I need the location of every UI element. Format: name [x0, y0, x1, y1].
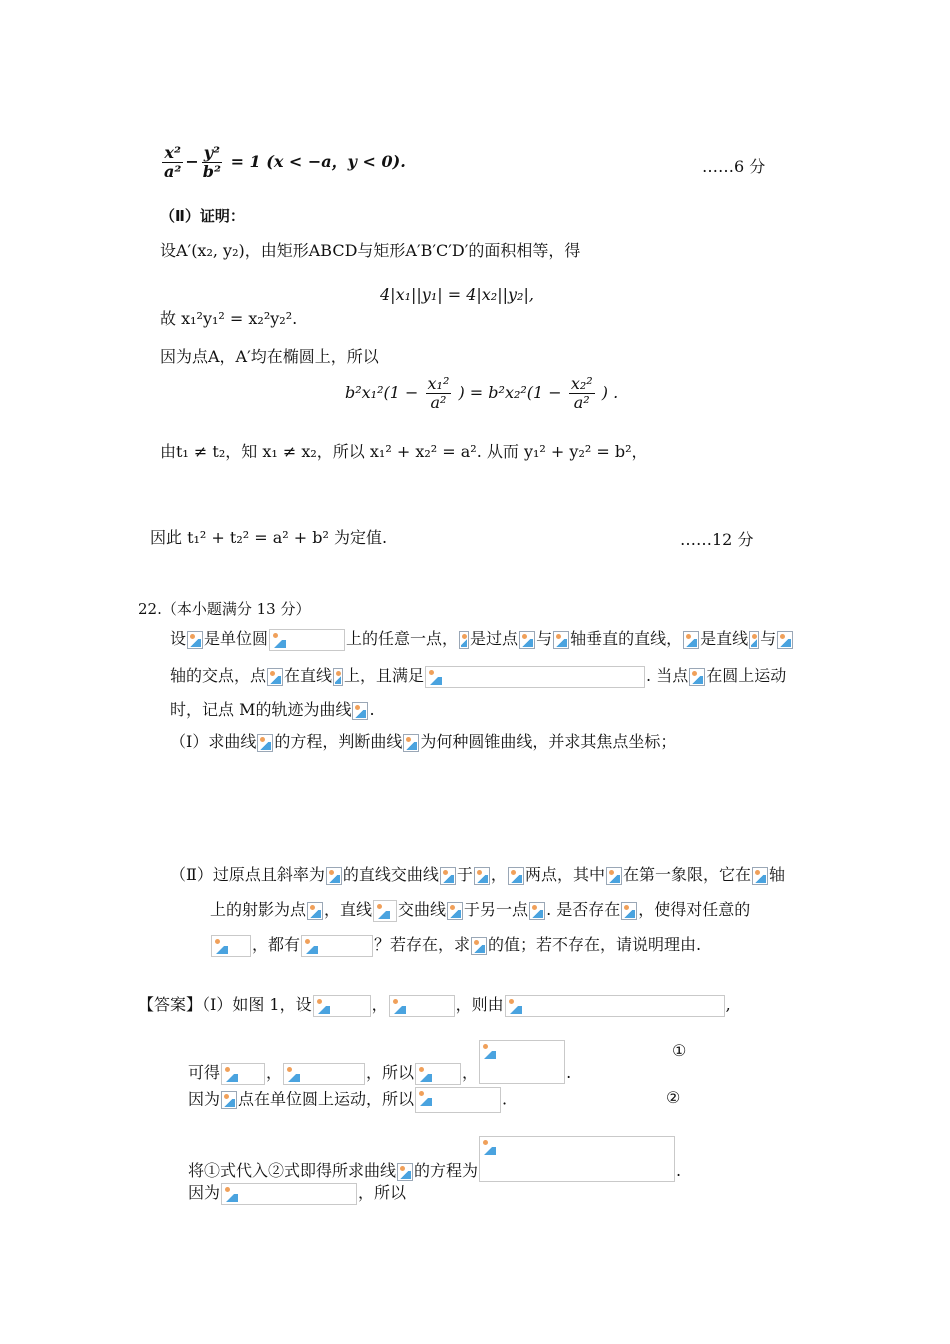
broken-image-icon — [749, 631, 759, 649]
broken-image-icon — [352, 702, 368, 720]
broken-image-icon — [213, 937, 229, 955]
line-therefore-gu: 故 x₁²y₁² = x₂²y₂². — [160, 309, 298, 328]
broken-image-icon — [333, 668, 343, 686]
broken-image-icon — [529, 902, 545, 920]
formula-image-box — [221, 1063, 265, 1085]
q22-ii-b: 的直线交曲线 — [342, 865, 439, 884]
q22-ii2-d: 于另一点 — [464, 900, 529, 919]
broken-image-icon — [391, 997, 407, 1015]
q22-ii-d: ， — [490, 865, 507, 884]
answer-line1 — [138, 994, 731, 1017]
broken-image-icon — [553, 631, 569, 649]
broken-image-icon — [223, 1065, 239, 1083]
answer-l2-e: . — [566, 1063, 572, 1082]
formula-image-box — [373, 900, 397, 922]
answer-l2-a: 可得 — [188, 1063, 221, 1082]
broken-image-icon — [481, 1138, 497, 1156]
formula-image-box — [425, 666, 645, 688]
broken-image-icon — [257, 734, 273, 752]
q22-ii2-e: . 是否存在 — [546, 900, 621, 919]
broken-image-icon — [481, 1042, 497, 1060]
broken-image-icon — [223, 1185, 239, 1203]
ellipse-equation — [345, 375, 618, 412]
broken-image-icon — [440, 867, 456, 885]
equation-rest: = 1 (x < −a，y < 0). — [230, 152, 406, 171]
answer-line4 — [188, 1136, 681, 1182]
broken-image-icon — [459, 631, 469, 649]
formula-image-box — [479, 1136, 675, 1182]
formula-image-box — [479, 1040, 565, 1084]
formula-image-box — [269, 629, 345, 651]
broken-image-icon — [326, 867, 342, 885]
broken-image-icon — [307, 902, 323, 920]
answer-l2-c: ，所以 — [366, 1063, 415, 1082]
formula-image-box — [389, 995, 455, 1017]
fraction-x2-a2: $\frac{\text{x²}}{\text{a²}}$ — [164, 143, 182, 181]
broken-image-icon — [471, 937, 487, 955]
q22-i-c: 为何种圆锥曲线，并求其焦点坐标； — [420, 732, 677, 751]
broken-image-icon — [375, 902, 391, 920]
q22-ii2-f: ，使得对任意的 — [638, 900, 751, 919]
broken-image-icon — [267, 668, 283, 686]
broken-image-icon — [187, 631, 203, 649]
circled-two: ② — [666, 1088, 681, 1107]
answer-l2-b: ， — [266, 1063, 283, 1082]
q22-ii-e: 两点，其中 — [524, 865, 605, 884]
q22-l2-d: . 当点 — [646, 666, 689, 685]
formula-image-box — [221, 1183, 357, 1205]
q22-ii2-a: 上的射影为点 — [210, 900, 307, 919]
answer-l5-a: 因为 — [188, 1183, 221, 1202]
ellipse-eq-part-b: ) = b²x₂²(1 − — [458, 383, 562, 402]
ellipse-hyperbola-equation: $\frac{\text{x²}}{\text{a²}}$ − $\frac{\text{y²}}{\text{b²}}$ = 1 (x < −a，y < 0). — [164, 143, 406, 181]
answer-l1-c: ，则由 — [455, 995, 504, 1014]
q22-ii-f: 在第一象限，它在 — [622, 865, 751, 884]
broken-image-icon — [683, 631, 699, 649]
score-6: ……6 分 — [702, 157, 766, 176]
q22-heading: 22.（本小题满分 13 分） — [138, 600, 311, 618]
q22-i-a: （Ⅰ）求曲线 — [170, 732, 257, 751]
part2-title: （Ⅱ）证明： — [160, 207, 245, 225]
q22-ii-c: 于 — [456, 865, 473, 884]
q22-ii-g: 轴 — [768, 865, 785, 884]
q22-l1-d: 是过点 — [470, 629, 519, 648]
answer-l4-c: . — [676, 1161, 682, 1180]
line-set-point: 设A′(x₂, y₂)，由矩形ABCD与矩形A′B′C′D′的面积相等，得 — [160, 241, 581, 260]
formula-image-box — [301, 935, 373, 957]
q22-l1-b: 是单位圆 — [204, 629, 269, 648]
answer-line5 — [188, 1182, 406, 1205]
answer-l4-b: 的方程为 — [414, 1161, 479, 1180]
answer-l1-d: , — [725, 995, 731, 1014]
broken-image-icon — [777, 631, 793, 649]
broken-image-icon — [427, 668, 443, 686]
answer-l1-a: 【答案】（Ⅰ）如图 1，设 — [138, 995, 312, 1014]
answer-l3-c: . — [502, 1089, 508, 1109]
q22-part1 — [170, 731, 676, 753]
q22-part2-line1 — [170, 864, 785, 886]
formula-image-box — [415, 1063, 461, 1085]
formula-image-box — [415, 1087, 501, 1113]
q22-ii3-c: 的值；若不存在，请说明理由. — [488, 935, 702, 954]
q22-l2-a: 轴的交点，点 — [170, 666, 267, 685]
q22-l1-a: 设 — [170, 629, 187, 648]
fraction-x1-a: $\frac{\text{x₁²}}{\text{a²}}$ — [427, 374, 450, 412]
q22-ii2-b: ，直线 — [324, 900, 373, 919]
broken-image-icon — [621, 902, 637, 920]
q22-ii-a: （Ⅱ）过原点且斜率为 — [170, 865, 325, 884]
line-by-t: 由t₁ ≠ t₂，知 x₁ ≠ x₂，所以 x₁² + x₂² = a². 从而 y₁² + y₂² = b²， — [160, 442, 648, 461]
answer-l1-b: ， — [371, 995, 388, 1014]
broken-image-icon — [519, 631, 535, 649]
q22-l1-h: 与 — [760, 629, 777, 648]
broken-image-icon — [303, 937, 319, 955]
q22-l2-b: 在直线 — [284, 666, 333, 685]
area-equation: 4|x₁||y₁| = 4|x₂||y₂|, — [380, 285, 534, 304]
q22-l1-e: 与 — [536, 629, 553, 648]
q22-l3-a: 时，记点 M的轨迹为曲线 — [170, 700, 352, 719]
broken-image-icon — [474, 867, 490, 885]
answer-l4-a: 将①式代入②式即得所求曲线 — [188, 1161, 397, 1180]
q22-ii3-a: ，都有 — [252, 935, 301, 954]
answer-l5-b: ，所以 — [358, 1183, 407, 1202]
broken-image-icon — [417, 1089, 433, 1107]
broken-image-icon — [508, 867, 524, 885]
answer-l2-d: ， — [462, 1063, 479, 1082]
ellipse-eq-part-c: ) . — [601, 383, 619, 402]
q22-ii2-c: 交曲线 — [398, 900, 447, 919]
formula-image-box — [313, 995, 371, 1017]
fraction-y2-b2: $\frac{\text{y²}}{\text{b²}}$ — [202, 143, 221, 181]
q22-part2-line3 — [210, 934, 701, 957]
broken-image-icon — [397, 1163, 413, 1181]
formula-image-box — [505, 995, 725, 1017]
q22-l3-b: . — [369, 700, 375, 719]
q22-l1-g: 是直线 — [700, 629, 749, 648]
broken-image-icon — [606, 867, 622, 885]
q22-line3 — [170, 699, 375, 721]
answer-l3-b: 点在单位圆上运动，所以 — [238, 1089, 415, 1109]
broken-image-icon — [417, 1065, 433, 1083]
broken-image-icon — [271, 631, 287, 649]
q22-line2 — [170, 665, 786, 688]
answer-l3-a: 因为 — [188, 1089, 221, 1109]
line-constant-value: 因此 t₁² + t₂² = a² + b² 为定值. — [150, 528, 388, 547]
ellipse-eq-part-a: b²x₁²(1 − — [345, 383, 419, 402]
broken-image-icon — [221, 1091, 237, 1109]
broken-image-icon — [752, 867, 768, 885]
fraction-x2-a: $\frac{\text{x₂²}}{\text{a²}}$ — [570, 374, 593, 412]
q22-l2-e: 在圆上运动 — [706, 666, 787, 685]
answer-line2 — [188, 1040, 571, 1085]
broken-image-icon — [689, 668, 705, 686]
formula-image-box — [211, 935, 251, 957]
q22-l2-c: 上，且满足 — [344, 666, 425, 685]
circled-one: ① — [672, 1041, 687, 1060]
score-12: ……12 分 — [680, 530, 754, 549]
q22-part2-line2 — [210, 899, 750, 922]
q22-l1-c: 上的任意一点， — [346, 629, 459, 648]
answer-line3 — [188, 1087, 507, 1113]
broken-image-icon — [403, 734, 419, 752]
broken-image-icon — [285, 1065, 301, 1083]
q22-ii3-b: ？若存在，求 — [374, 935, 471, 954]
broken-image-icon — [315, 997, 331, 1015]
q22-i-b: 的方程，判断曲线 — [274, 732, 403, 751]
q22-l1-f: 轴垂直的直线， — [570, 629, 683, 648]
broken-image-icon — [447, 902, 463, 920]
broken-image-icon — [507, 997, 523, 1015]
line-because-ellipse: 因为点A，A′均在椭圆上，所以 — [160, 347, 379, 366]
q22-line1 — [170, 628, 794, 651]
formula-image-box — [283, 1063, 365, 1085]
